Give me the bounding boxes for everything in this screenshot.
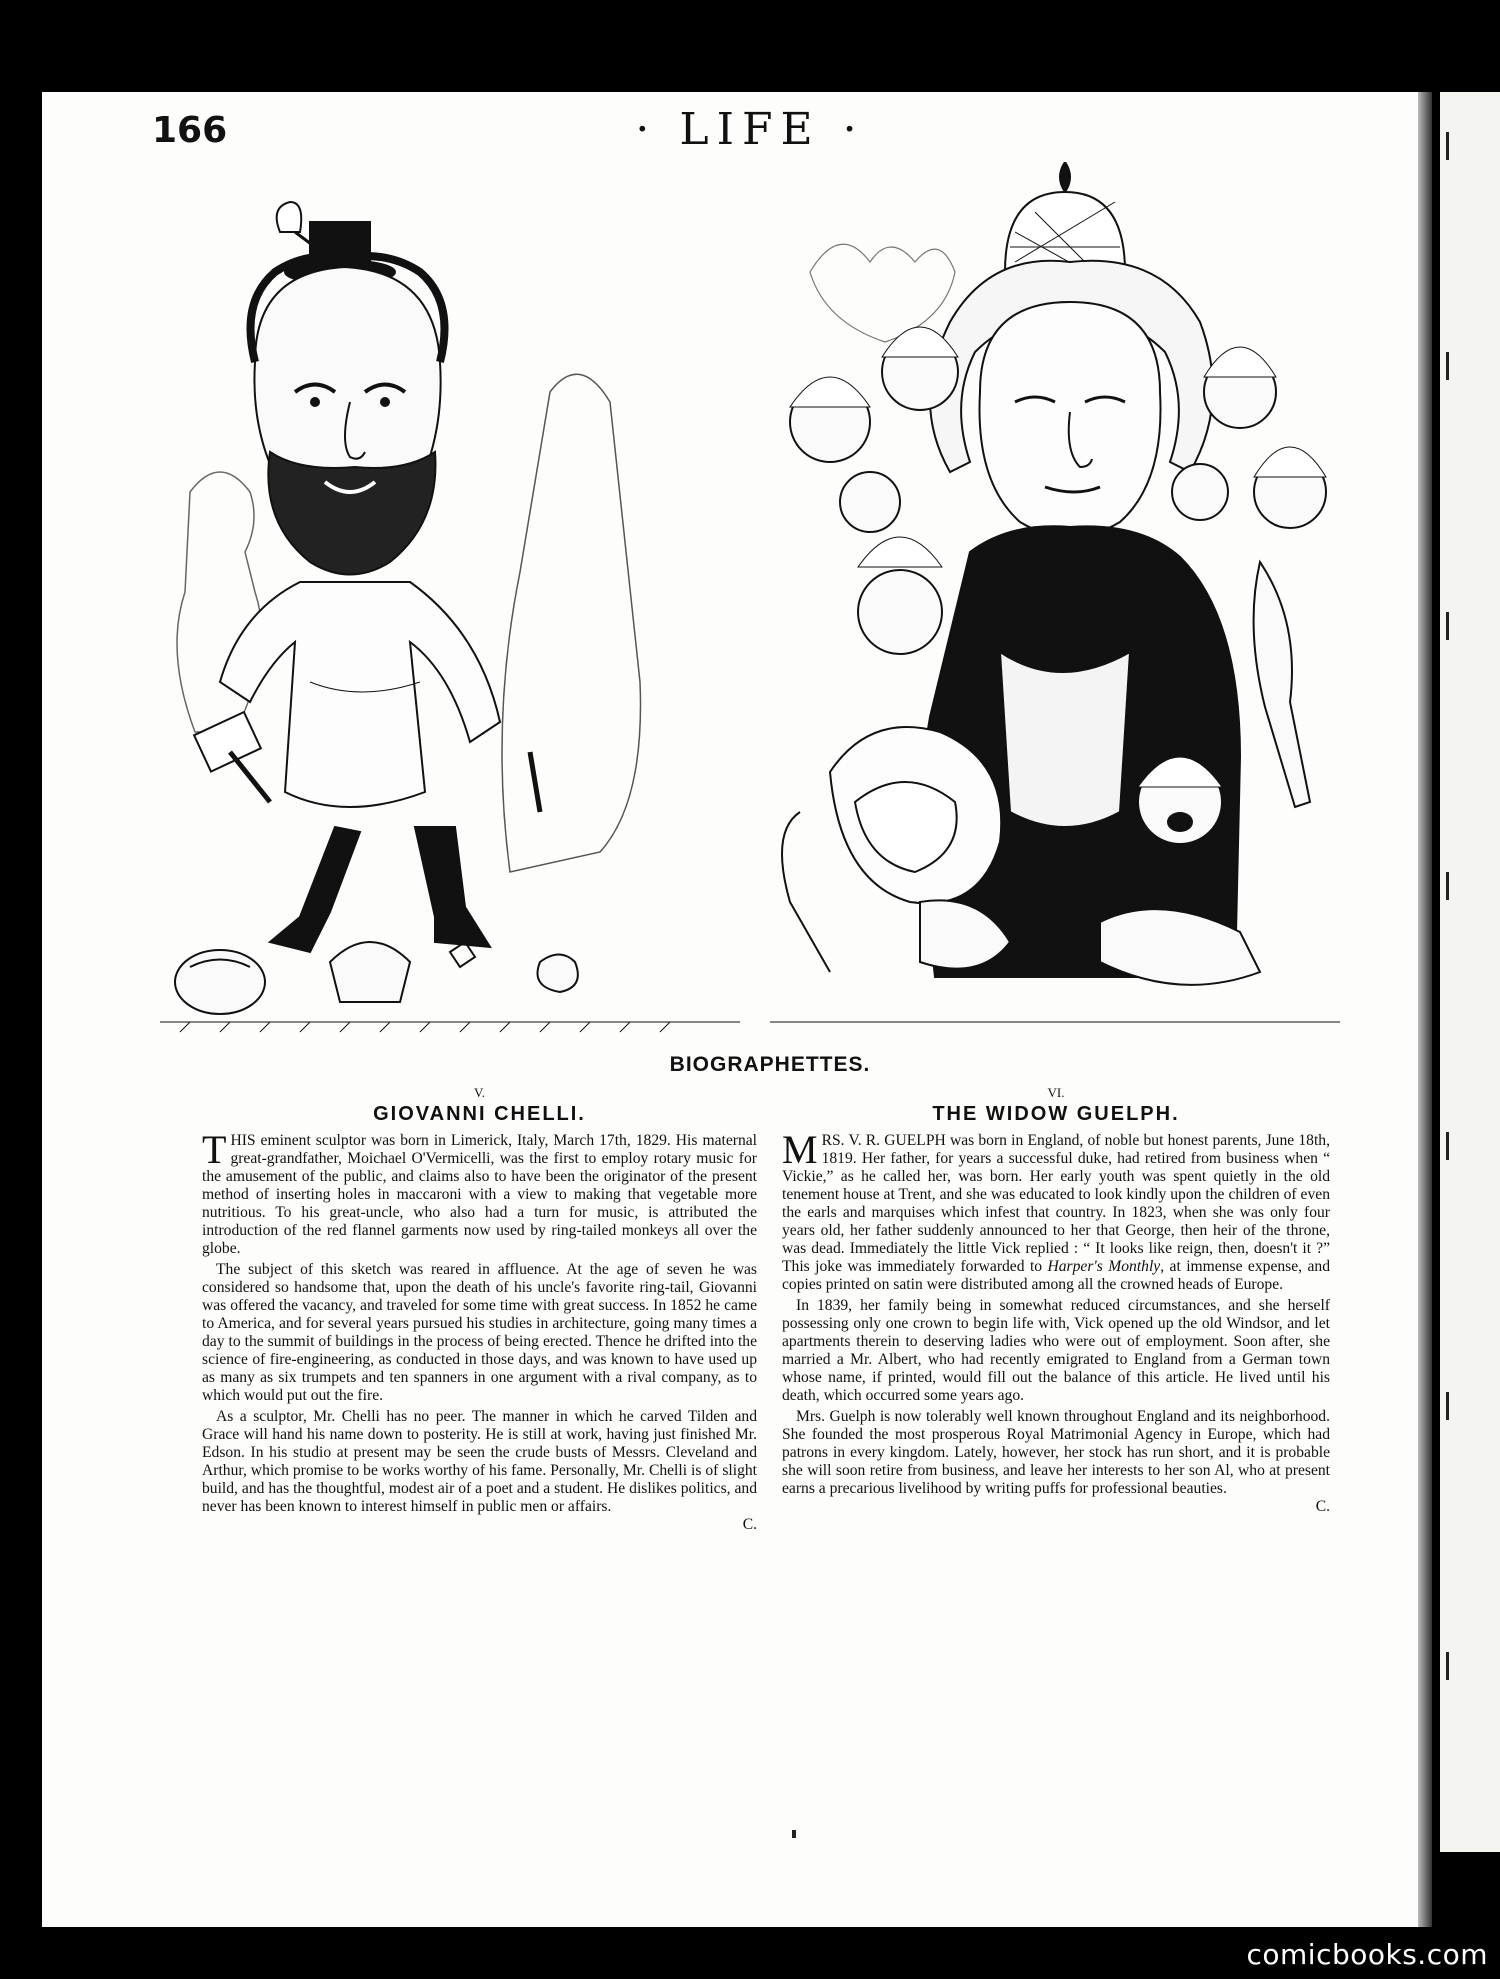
binding-gutter [1418,92,1432,1927]
illustration-widow [770,162,1340,1042]
edge-mark [1446,132,1449,160]
widow-drawing [770,162,1340,1042]
magazine-title-italic: Harper's Monthly [1047,1258,1161,1275]
page-number: 166 [152,110,228,151]
masthead-title: · LIFE · [635,104,865,155]
edge-mark [1446,1652,1449,1680]
article-signature: C. [742,1516,757,1533]
article-paragraph [782,1127,1330,1294]
adjacent-page-edge [1440,92,1500,1852]
article-paragraph: Mrs. Guelph is now tolerably well known throughout England and its neighborhood. She founded the most prosperous Royal Matrimonial Agency in Europe, which had patrons in every kingdom. Lately, however, her stock has run short, and it is probable she will soon retire from business, and leave her interests to her son Al, who at present earns a precarious livelihood by writing puffs for professional beauties. [782,1408,1330,1497]
paragraph-text: , at immense expense, and copies printed on satin were distributed among all the crowned heads of Europe. [782,1258,1330,1293]
article-paragraph: As a sculptor, Mr. Chelli has no peer. The manner in which he carved Tilden and Grace will hand his name down to posterity. He is still at work, having just finished Mr. Edson. In his studio at present may be seen the crude busts of Messrs. Cleveland and Arthur, which promise to be works worthy of his fame. Personally, Mr. Chelli is of slight build, and has the thoughtful, modest air of a poet and a student. He dislikes politics, and never has been known to interest himself in public men or affairs. [202,1408,757,1515]
edge-mark [1446,1132,1449,1160]
article-paragraph: The subject of this sketch was reared in affluence. At the age of seven he was considered so handsome that, upon the death of his uncle's favorite ring-tail, Giovanni was offered the vacancy, and traveled for some time with great success. In 1852 he came to America, and for several years pursued his studies in architecture, going many times a day to the summit of buildings in the process of being erected. Thence he drifted into the science of fire-engineering, as conducted in those days, and was known to have used up as many as six trumpets and ten spanners in one argument with a rival company, as to which would put out the fire. [202,1261,757,1404]
article-giovanni-chelli [202,1085,757,1534]
article-numeral: VI. [1047,1085,1065,1100]
article-paragraph: In 1839, her family being in somewhat reduced circumstances, and she herself possessing only one crown to begin life with, Vick opened up the old Windsor, and let apartments therein to deserving ladies who were out of employment. Soon after, she married a Mr. Albert, who had recently emigrated to England from a German town whose name, if printed, would fill out the balance of this article. He lived until his death, which occurred some years ago. [782,1297,1330,1404]
drop-cap: M [782,1127,818,1172]
paragraph-text: HIS eminent sculptor was born in Limerick, Italy, March 17th, 1829. His maternal great-grandfather, Moichael O'Vermicelli, was the first to employ rotary music for the amusement of the public, and claims also to have been the originator of the present method of inserting holes in maccaroni with a view to making that vegetable more nutritious. To his great-uncle, who also had a turn for music, is attributed the introduction of the red flannel garments now used by ring-tailed monkeys all over the globe. [202,1132,757,1257]
section-title: BIOGRAPHETTES. [669,1053,871,1076]
edge-mark [1446,872,1449,900]
article-numeral: V. [474,1085,485,1100]
article-paragraph [202,1127,757,1258]
article-title: GIOVANNI CHELLI. [373,1103,586,1125]
article-widow-guelph [782,1085,1330,1516]
site-watermark: comicbooks.com [1246,1938,1488,1971]
paragraph-text: RS. V. R. GUELPH was born in England, of noble but honest parents, June 18th, 1819. Her father, for years a successful duke, had retired from business when “ Vickie,” as he called her, was born. Her early youth was spent quietly in the old tenement house at Trent, and she was educated to look kindly upon the children of even the earls and marquises which infest that country. In 1823, when she was only four years old, her father suddenly announced to her that George, then heir of the throne, was dead. Immediately the little Vick replied : “ It looks like reign, then, doesn't it ?” This joke was immediately forwarded to [782,1132,1330,1275]
illustration-sculptor [160,162,745,1042]
article-signature: C. [1315,1498,1330,1515]
edge-mark [1446,612,1449,640]
edge-mark [1446,1392,1449,1420]
magazine-page [42,92,1427,1927]
sculptor-drawing [160,162,745,1042]
print-mark [792,1830,796,1838]
article-title: THE WIDOW GUELPH. [932,1103,1180,1125]
drop-cap: T [202,1127,227,1172]
edge-mark [1446,352,1449,380]
